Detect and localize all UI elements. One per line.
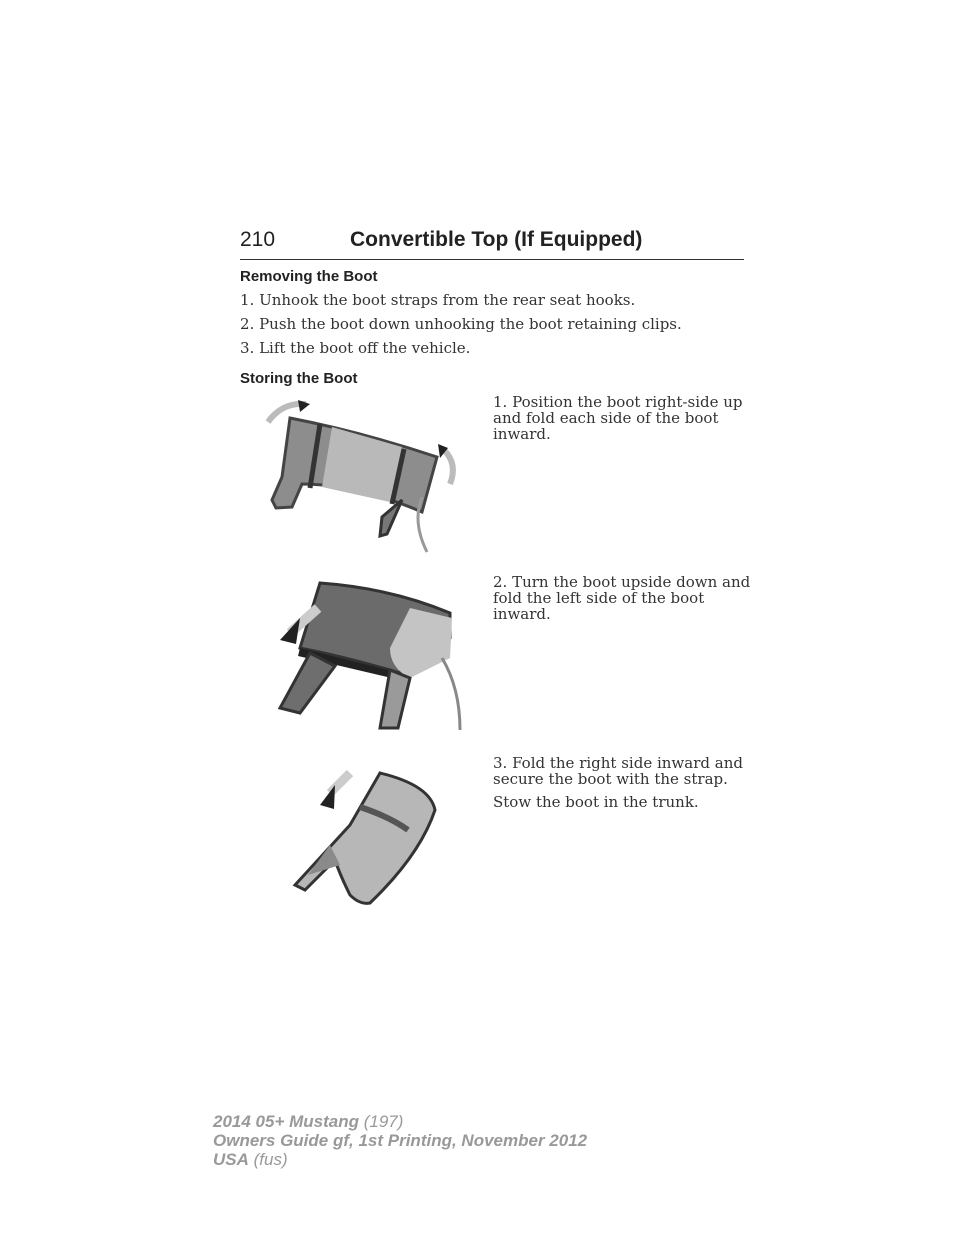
boot-fold-step2-illustration: [270, 578, 470, 738]
boot-fold-step3-illustration: [290, 765, 450, 915]
storing-step-1: 1. Position the boot right-side up and fold each side of the boot inward.: [493, 393, 743, 443]
page-number: 210: [240, 228, 276, 251]
footer-line-3: USA (fus): [213, 1150, 288, 1169]
page-header: [240, 228, 744, 260]
removing-step-1: 1. Unhook the boot straps from the rear seat hooks.: [240, 291, 636, 309]
storing-step-3: 3. Fold the right side inward and secure the boot with the strap.: [493, 754, 743, 788]
storing-note: Stow the boot in the trunk.: [493, 793, 699, 811]
removing-step-2: 2. Push the boot down unhooking the boot retaining clips.: [240, 315, 682, 333]
removing-heading: Removing the Boot: [240, 268, 378, 285]
page-footer: [213, 1112, 587, 1169]
storing-step-2: 2. Turn the boot upside down and fold the left side of the boot inward.: [493, 573, 751, 623]
footer-line-1: 2014 05+ Mustang (197): [213, 1112, 404, 1131]
footer-line-2: Owners Guide gf, 1st Printing, November 2012: [213, 1131, 588, 1150]
chapter-title: Convertible Top (If Equipped): [350, 228, 643, 251]
storing-heading: Storing the Boot: [240, 370, 358, 387]
boot-fold-step1-illustration: [262, 392, 472, 562]
removing-step-3: 3. Lift the boot off the vehicle.: [240, 339, 471, 357]
